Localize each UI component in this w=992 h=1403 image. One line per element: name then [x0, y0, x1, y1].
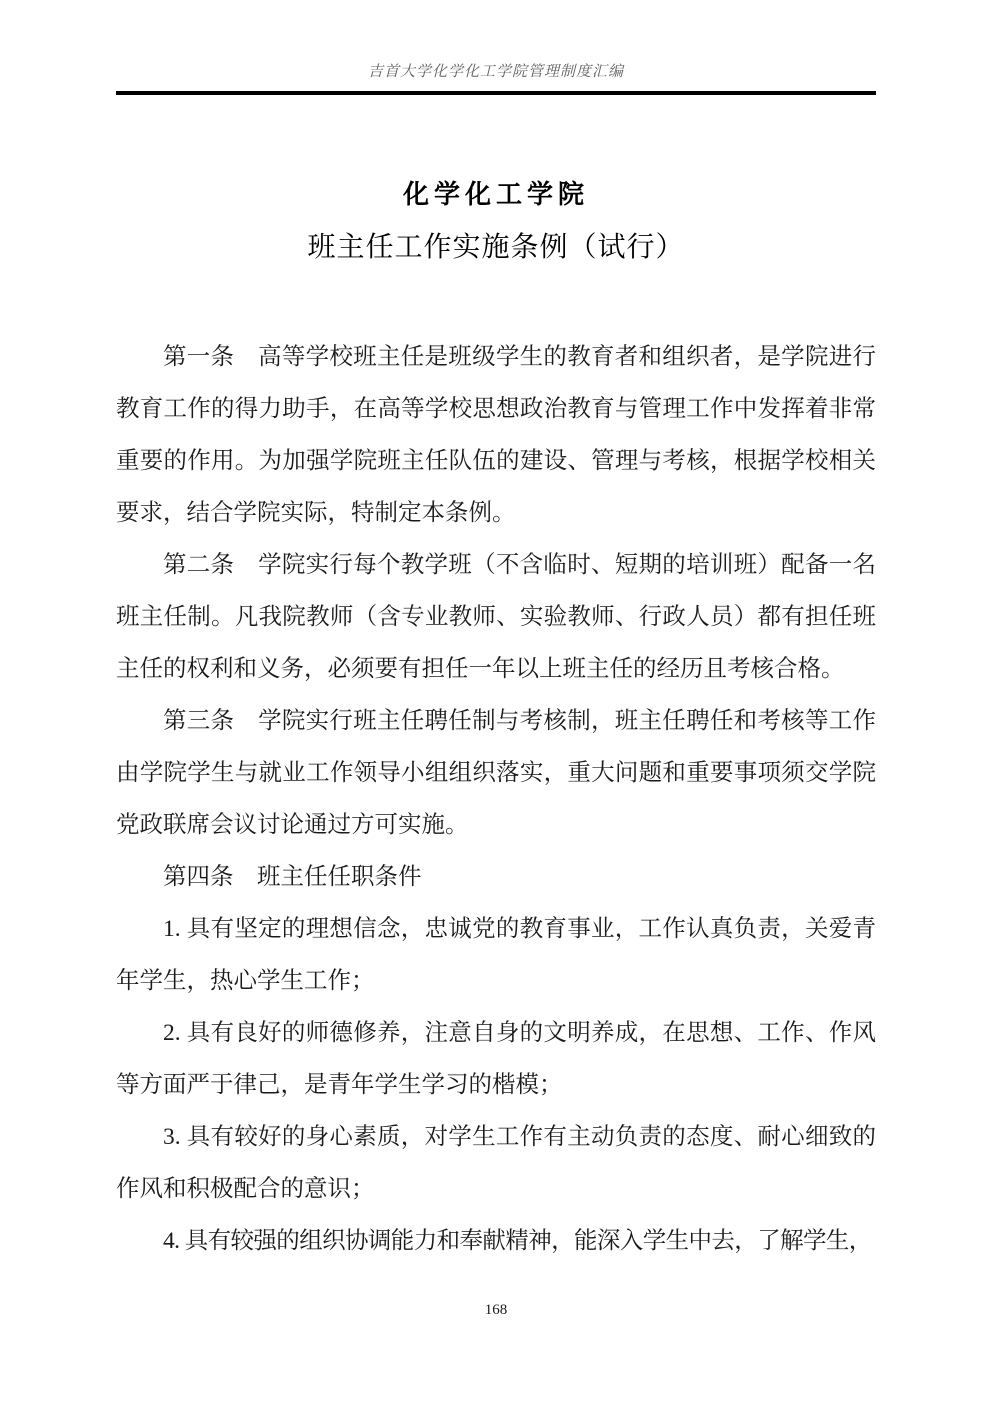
- document-body: [116, 331, 876, 1267]
- header-rule: [116, 91, 876, 95]
- institution-title: 化学化工学院: [402, 180, 589, 209]
- paragraph-article-4-heading: 第四条 班主任任职条件: [163, 864, 422, 890]
- paragraph-article-1: 第一条 高等学校班主任是班级学生的教育者和组织者，是学院进行教育工作的得力助手，在高等学校思想政治教育与管理工作中发挥着非常重要的作用。为加强学院班主任队伍的建设、管理与考核，根据学校相关要求，结合学院实际，特制定本条例。: [116, 344, 876, 526]
- header-running-title: 吉首大学化学化工学院管理制度汇编: [367, 64, 624, 80]
- paragraph-condition-4: 4. 具有较强的组织协调能力和奉献精神，能深入学生中去，了解学生，: [163, 1228, 872, 1254]
- page-number: 168: [484, 1302, 508, 1318]
- paragraph-article-2: 第二条 学院实行每个教学班（不含临时、短期的培训班）配备一名班主任制。凡我院教师（含专业教师、实验教师、行政人员）都有担任班主任的权利和义务，必须要有担任一年以上班主任的经历且考核合格。: [116, 552, 876, 682]
- document-title: 班主任工作实施条例（试行）: [307, 232, 685, 263]
- paragraph-condition-3: 3. 具有较好的身心素质，对学生工作有主动负责的态度、耐心细致的作风和积极配合的意识；: [116, 1124, 876, 1202]
- paragraph-condition-2: 2. 具有良好的师德修养，注意自身的文明养成，在思想、工作、作风等方面严于律己，是青年学生学习的楷模；: [116, 1020, 876, 1098]
- paragraph-article-3: 第三条 学院实行班主任聘任制与考核制，班主任聘任和考核等工作由学院学生与就业工作领导小组组织落实，重大问题和重要事项须交学院党政联席会议讨论通过方可实施。: [116, 708, 876, 838]
- paragraph-condition-1: 1. 具有坚定的理想信念，忠诚党的教育事业，工作认真负责，关爱青年学生，热心学生工作；: [116, 916, 876, 994]
- page-header: [0, 0, 992, 95]
